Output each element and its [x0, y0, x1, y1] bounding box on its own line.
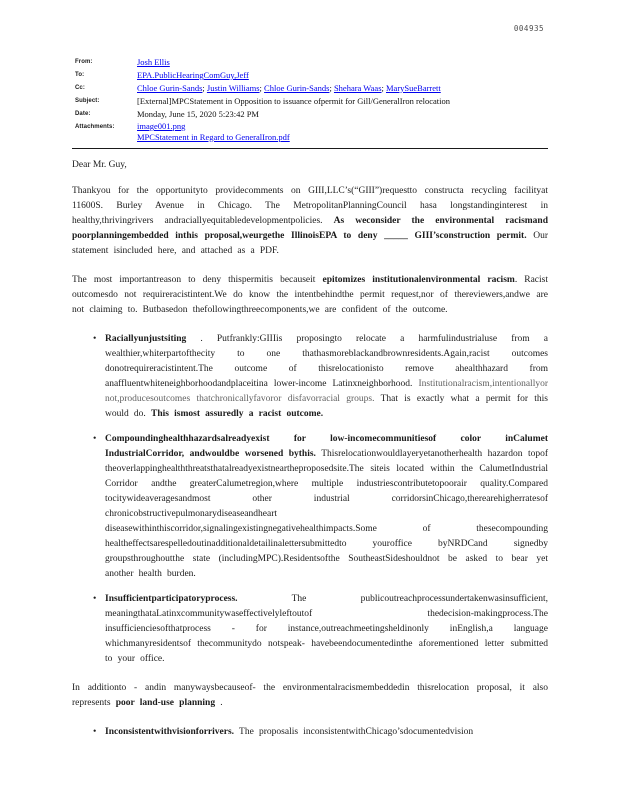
date-label: Date: — [75, 111, 91, 117]
text-run: . — [215, 698, 223, 708]
to-label: To: — [75, 72, 85, 78]
email-header — [75, 56, 548, 142]
attachment-link-pdf[interactable]: MPCStatement in Regard to GeneralIron.pdf — [137, 131, 290, 142]
text-run: This ismost assuredly a racist outcome. — [150, 409, 324, 419]
text-run: In additionto - andin manywaysbecauseof- the environmentalracismembeddedin thisrelocation proposal, it also represents — [72, 683, 548, 708]
bates-number: 004935 — [513, 24, 544, 33]
cc-links: Chloe Gurin-Sands; Justin Williams; Chloe Gurin-Sands; Shehara Waas; MarySueBarrett — [137, 83, 441, 93]
paragraph-most-important-reason — [72, 273, 548, 318]
recipient-link[interactable]: Chloe Gurin-Sands — [137, 83, 203, 93]
header-row-attachments — [75, 121, 548, 142]
text-run: Raciallyunjustsiting — [105, 334, 187, 344]
bullet-list-land-use — [72, 725, 548, 740]
header-row-from — [75, 56, 548, 69]
bullet-insufficient-participatory-process — [105, 592, 548, 667]
recipient-link[interactable]: Shehara Waas — [333, 83, 382, 93]
from-link[interactable]: Josh Ellis — [137, 57, 170, 67]
subject-label: Subject: — [75, 98, 100, 104]
text-run: That is exactly what a permit for this would do. — [105, 394, 549, 419]
cc-label: Cc: — [75, 85, 85, 91]
text-run: The proposalis inconsistentwithChicago’sdocumentedvision — [234, 727, 474, 737]
header-row-subject — [75, 95, 548, 108]
attachment-links — [137, 121, 290, 142]
text-run: The most importantreason to deny thispermitis becauseit — [72, 275, 323, 285]
text-run: As weconsider the environmental racismand poorplanningembedded inthis proposal,weurgethe IllinoisEPA to deny _____ GIII’sconstruction permit. — [72, 216, 548, 241]
text-run: . Racist outcomesdo not requireracistintent.We do know the intentbehindthe permit request,nor of thereviewers,andwe are not claiming to. Butbasedon thefollowingthreecomponents,we are confident of the outcome. — [72, 275, 548, 315]
text-run: Compoundinghealthhazardsalreadyexist for low-incomecommunitiesof color inCalumet IndustrialCorridor, andwouldbe worsened bythis. — [105, 434, 548, 459]
text-run: Institutionalracism,intentionallyor not,producesoutcomes thatchronicallyfavoror disfavorracial groups. — [105, 379, 548, 404]
bullet-list-racism-components — [72, 332, 548, 667]
header-row-date — [75, 108, 548, 121]
recipient-link[interactable]: MarySueBarrett — [386, 83, 441, 93]
header-row-cc — [75, 82, 548, 95]
recipient-link[interactable]: Justin Williams — [206, 83, 260, 93]
attachment-link-image[interactable]: image001.png — [137, 121, 186, 131]
text-run: Insufficientparticipatoryprocess. — [105, 594, 238, 604]
text-run: epitomizes institutionalenvironmental racism — [322, 275, 515, 285]
header-row-to — [75, 69, 548, 82]
recipient-link[interactable]: Chloe Gurin-Sands — [264, 83, 330, 93]
text-run: Inconsistentwithvisionforrivers. — [105, 727, 235, 737]
salutation: Dear Mr. Guy, — [72, 160, 127, 170]
paragraph-intro — [72, 184, 548, 259]
text-run: . Putfrankly:GIIIis proposingto relocate a harmfulindustrialuse from a wealthier,whiterpartofthecity to one thathasmoreblackandbrownresidents.Again,racist outcomes donotrequireracistintent.The outcome of thisrelocationisto remove ahealthhazard from anaffluentwhiteneighborhoodandplaceitina lower-income Latinxneighborhood. — [105, 334, 548, 389]
text-run: The publicoutreachprocessundertakenwasinsufficient, meaningthataLatinxcommunitywaseffectivelyleftoutof thedecision-makingprocess.The insufficienciesofthatprocess - for instance,outreachmeetingsheldinonly inEnglish,a language whichmanyresidentsof thecommunitydo notspeak- havebeendocumentedinthe aforementioned letter submitted to your office. — [105, 594, 548, 664]
from-label: From: — [75, 59, 93, 65]
text-run: Our statement isincluded here, and attached as a PDF. — [72, 231, 548, 256]
paragraph-poor-land-use — [72, 681, 548, 711]
date-value: Monday, June 15, 2020 5:23:42 PM — [137, 109, 259, 119]
bullet-compounding-health-hazards — [105, 432, 548, 582]
text-run: Thisrelocationwouldlayeryetanotherhealth hazardon topof theoverlappinghealththreatsthatalreadyexistneartheproposedsite.The siteis located within the CalumetIndustrial Corridor andthe greaterCalumetregion,where multiple industriescontributetopoorair quality.Compared tocitywideaveragesandmost other industrial corridorsinChicago,therearehigherratesof chronicobstructivepulmonarydiseaseandheart diseasewithinthiscorridor,signalingexistingnegativehealthimpacts.Some of thesecompounding healtheffectsarespelledoutinadditionaldetailinalettersubmittedto youroffice byNRDCand signedby groupsthroughoutthe state (includingMPC).Residentsofthe SoutheastSideshouldnot be asked to bear yet another health burden. — [105, 449, 548, 579]
text-run: Thankyou for the opportunityto providecomments on GIII,LLC’s(“GIII”)requestto constructa recycling facilityat 11600S. Burley Avenue in Chicago. The MetropolitanPlanningCouncil hasa longstandinginterest in healthy,thrivingrivers andraciallyequitabledevelopmentpolicies. — [72, 186, 548, 226]
bullet-racially-unjust-siting — [105, 332, 548, 422]
email-body — [72, 160, 548, 740]
bullet-inconsistent-with-vision-for-rivers — [105, 725, 548, 740]
subject-value: [External]MPCStatement in Opposition to issuance ofpermit for Gill/GeneralIron relocation — [137, 96, 451, 106]
attachments-label: Attachments: — [75, 124, 115, 130]
header-divider — [72, 148, 548, 149]
text-run: poor land-use planning — [115, 698, 216, 708]
to-link[interactable]: EPA.PublicHearingComGuy,Jeff — [137, 70, 249, 80]
